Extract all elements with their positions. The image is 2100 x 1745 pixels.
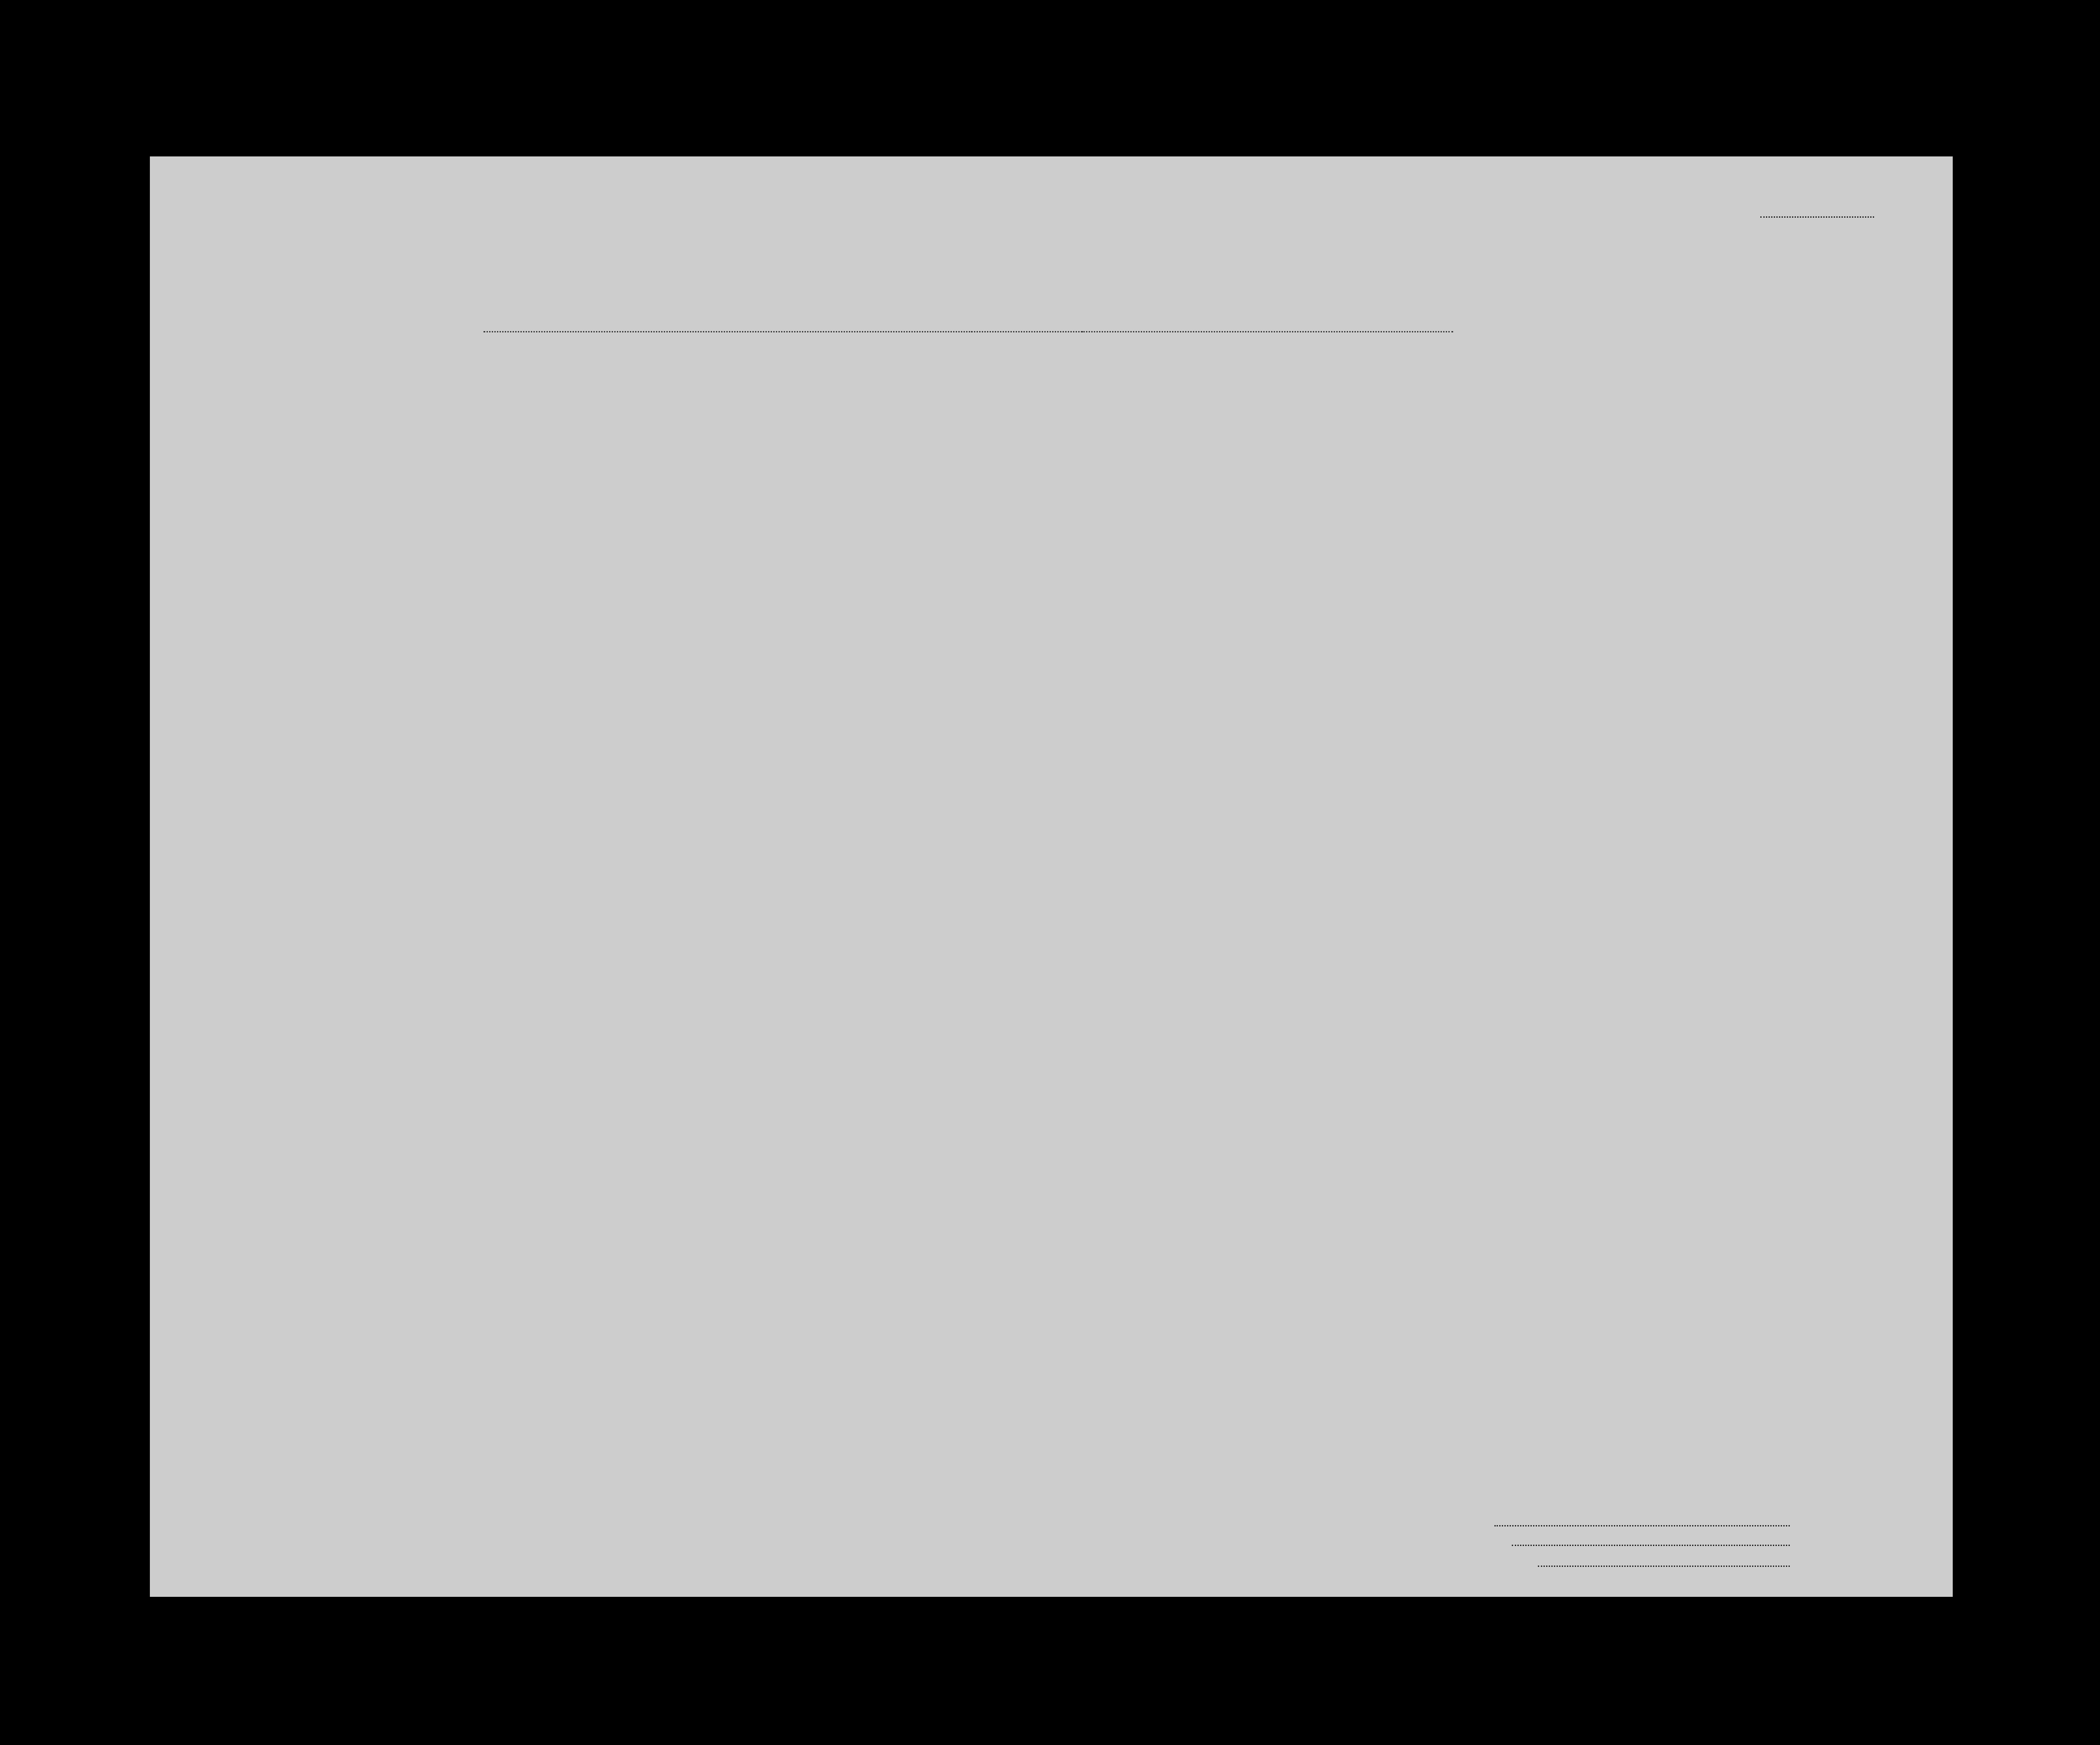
- local-agents-signature-line: [1538, 1566, 1790, 1567]
- owners-signature-line: [1512, 1545, 1790, 1546]
- manifest-grid: [150, 156, 1953, 1597]
- line-signature-line: [1494, 1525, 1790, 1526]
- manifest-sheet: [150, 156, 1953, 1597]
